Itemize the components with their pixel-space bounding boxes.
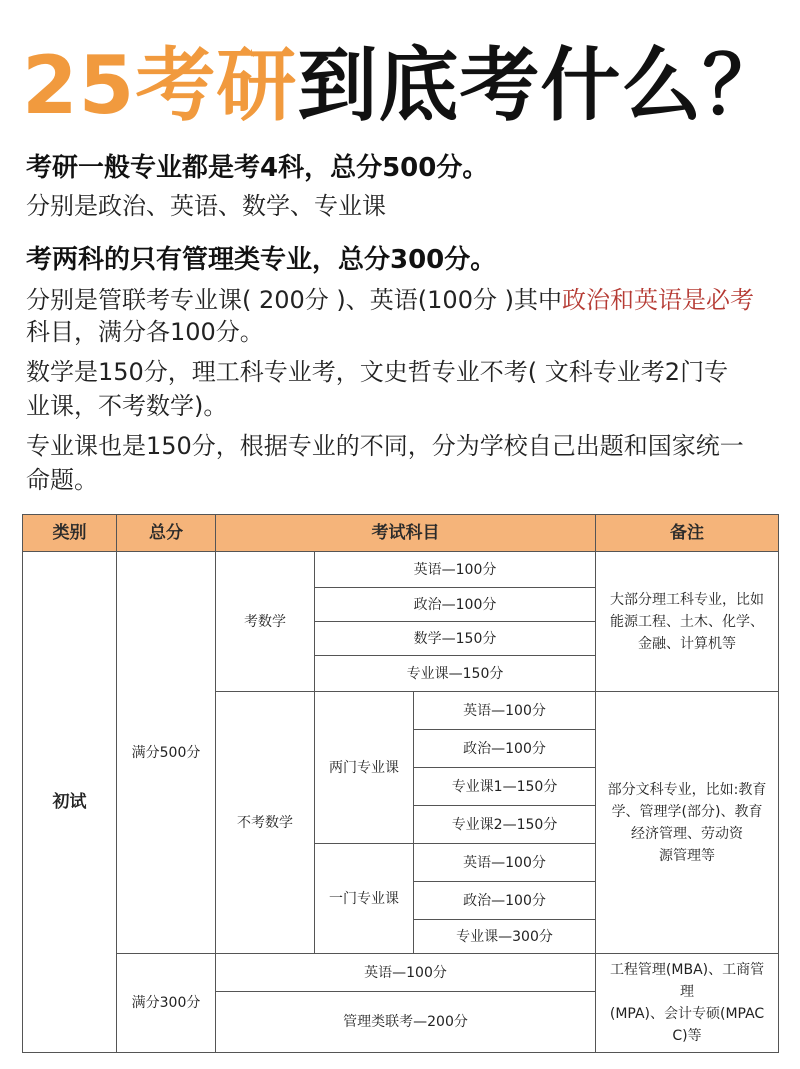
- two-item-politics: 政治—100分: [414, 730, 596, 768]
- mgmt-item-joint-exam: 管理类联考—200分: [216, 992, 596, 1053]
- note-line: 金融、计算机等: [638, 635, 737, 652]
- math-item-math: 数学—150分: [315, 622, 596, 656]
- two-courses-label: 两门专业课: [315, 692, 414, 844]
- note-line: 学、管理学(部分)、教育: [611, 803, 763, 820]
- management-paragraph-line1: [26, 284, 778, 316]
- math-item-major: 专业课—150分: [315, 656, 596, 692]
- two-item-major1: 专业课1—150分: [414, 768, 596, 806]
- category-cell: 初试: [23, 552, 117, 1053]
- major-course-paragraph-line2: 命题。: [26, 466, 98, 494]
- title-rest: 到底考什么？: [297, 39, 784, 132]
- header-subjects: 考试科目: [216, 515, 596, 552]
- mgmt-item-english: 英语—100分: [216, 954, 596, 992]
- nomath-group-label: 不考数学: [216, 692, 315, 954]
- subjects-line: 分别是政治、英语、数学、专业课: [26, 192, 386, 220]
- table-header-row: [23, 515, 779, 552]
- math-paragraph-line1: 数学是150分，理工科专业考，文史哲专业不考( 文科专业考2门专: [26, 358, 729, 386]
- math-item-english: 英语—100分: [315, 552, 596, 588]
- note-line: 部分文科专业，比如:教育: [607, 781, 767, 798]
- header-category: 类别: [23, 515, 117, 552]
- header-notes: 备注: [596, 515, 779, 552]
- header-total: 总分: [117, 515, 216, 552]
- note-line: C)等: [672, 1028, 702, 1044]
- heading-four-subjects: 考研一般专业都是考4科，总分500分。: [26, 153, 489, 183]
- one-course-label: 一门专业课: [315, 844, 414, 954]
- two-item-english: 英语—100分: [414, 692, 596, 730]
- one-item-major: 专业课—300分: [414, 920, 596, 954]
- math-paragraph-line2: 业课，不考数学)。: [26, 392, 228, 420]
- mgmt-group-note: [596, 954, 779, 1053]
- nomath-group-note: [596, 692, 779, 954]
- major-course-paragraph-line1: 专业课也是150分，根据专业的不同，分为学校自己出题和国家统一: [26, 432, 744, 460]
- note-line: 工程管理(MBA)、工商管: [609, 962, 765, 978]
- table-row: [23, 552, 779, 588]
- heading-two-subjects: 考两科的只有管理类专业，总分300分。: [26, 245, 497, 275]
- management-text: 分别是管联考专业课( 200分 )、英语(100分 )其中: [26, 286, 562, 314]
- one-item-politics: 政治—100分: [414, 882, 596, 920]
- management-paragraph-line2: 科目，满分各100分。: [26, 318, 264, 346]
- note-line: (MPA)、会计专硕(MPAC: [609, 1006, 765, 1022]
- table-row: [23, 954, 779, 992]
- note-line: 源管理等: [659, 847, 716, 864]
- one-item-english: 英语—100分: [414, 844, 596, 882]
- note-line: 理: [680, 984, 695, 1000]
- two-item-major2: 专业课2—150分: [414, 806, 596, 844]
- math-group-label: 考数学: [216, 552, 315, 692]
- total-500-cell: 满分500分: [117, 552, 216, 954]
- required-subjects-highlight: 政治和英语是必考: [561, 286, 754, 314]
- page-title: [22, 38, 782, 134]
- total-300-cell: 满分300分: [117, 954, 216, 1053]
- note-line: 大部分理工科专业，比如: [610, 591, 765, 608]
- title-highlight: 25考研: [22, 39, 298, 132]
- note-line: 经济管理、劳动资: [631, 825, 744, 842]
- exam-subjects-table: [22, 514, 779, 1053]
- note-line: 能源工程、土木、化学、: [610, 613, 765, 630]
- math-group-note: [596, 552, 779, 692]
- math-item-politics: 政治—100分: [315, 588, 596, 622]
